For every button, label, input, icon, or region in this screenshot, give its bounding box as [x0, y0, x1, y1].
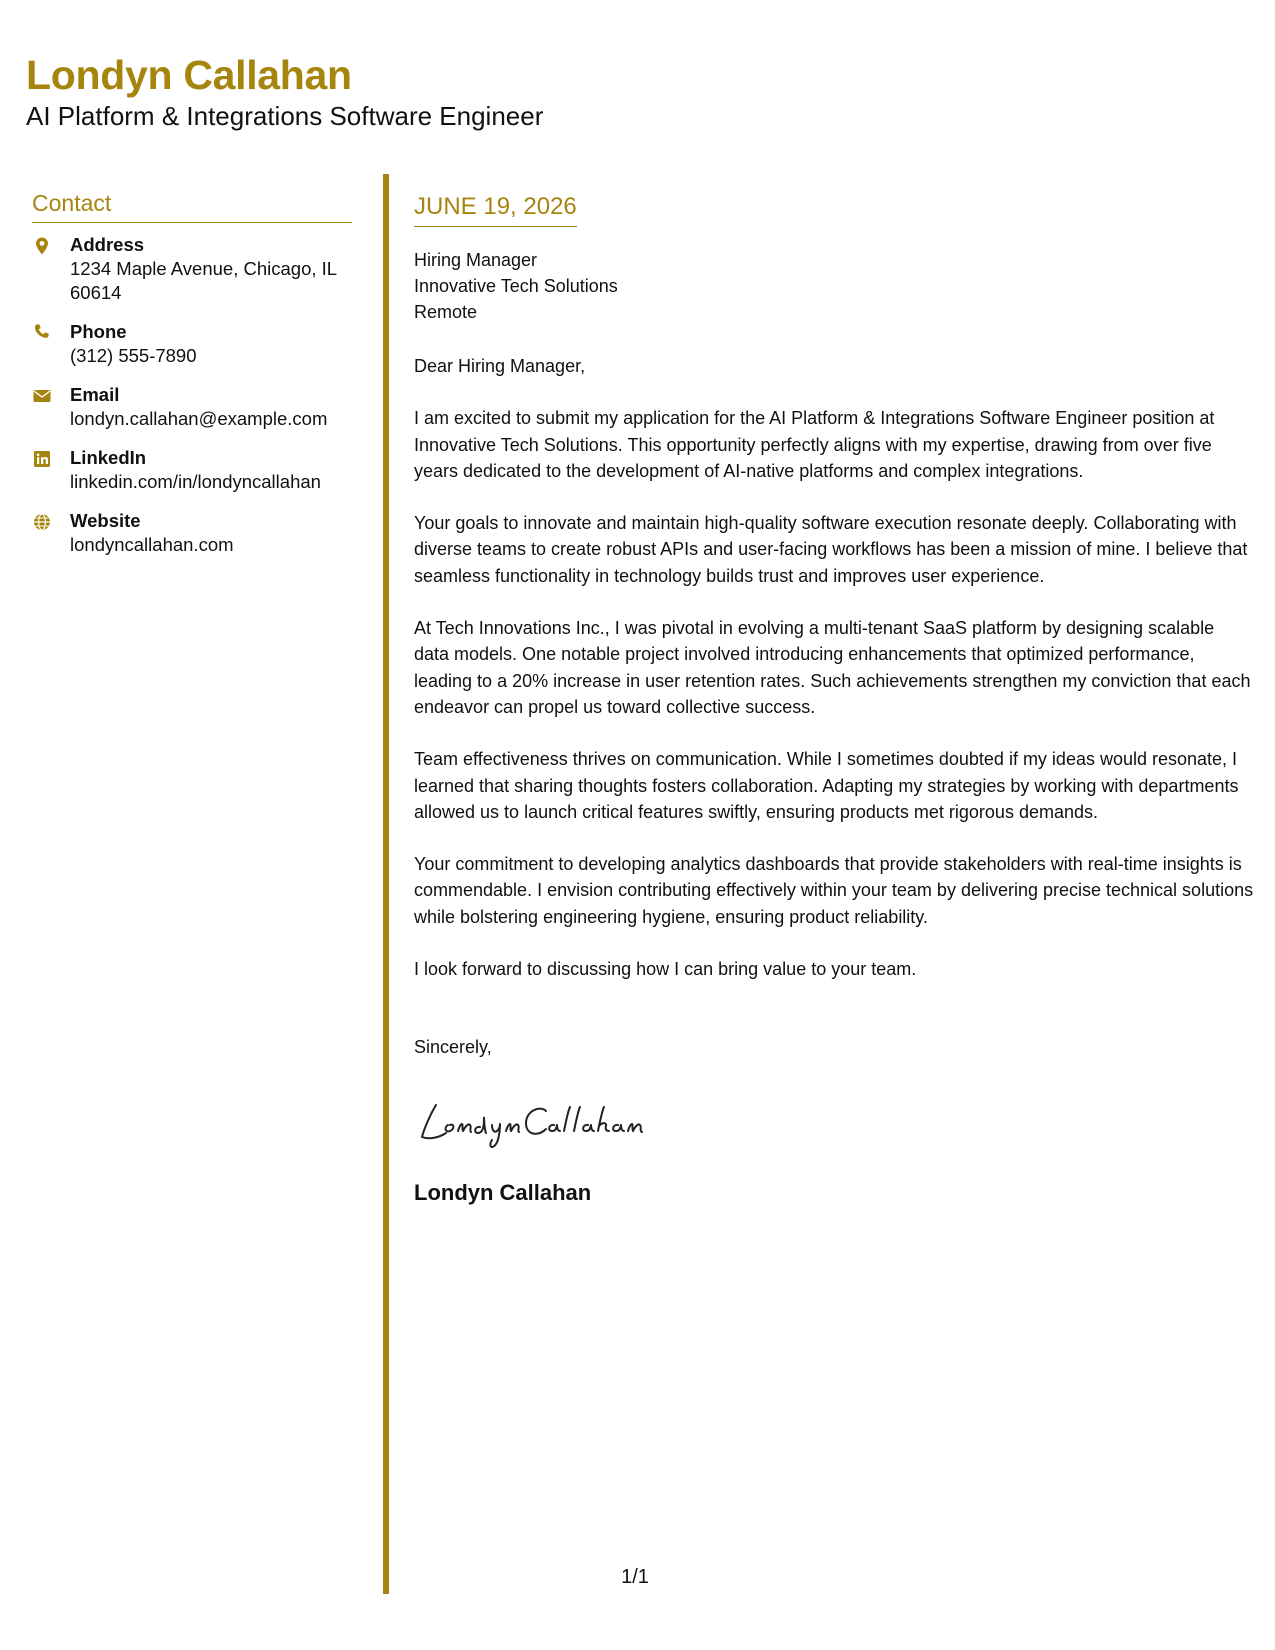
- contact-label: Website: [70, 510, 141, 531]
- paragraph: Your commitment to developing analytics dashboards that provide stakeholders with real-time insights is commendable. I envision contributing effectively within your team by delivering precise technical solutions while bolstering engineering hygiene, ensuring product reliability.: [414, 854, 1254, 927]
- address-value: 1234 Maple Avenue, Chicago, IL 60614: [70, 258, 337, 303]
- salutation: Dear Hiring Manager,: [414, 356, 586, 376]
- contact-list: [32, 233, 352, 557]
- applicant-title: AI Platform & Integrations Software Engineer: [26, 101, 544, 131]
- letter-header: [26, 50, 543, 132]
- recipient-line: Innovative Tech Solutions: [414, 276, 618, 296]
- contact-item-phone: [32, 320, 352, 368]
- letter-date: JUNE 19, 2026: [414, 192, 577, 227]
- page-number: 1/1: [621, 1566, 649, 1588]
- closing: Sincerely,: [414, 1037, 492, 1058]
- paragraph: Your goals to innovate and maintain high-quality software execution resonate deeply. Collaborating with diverse teams to create robust APIs and user-facing workflows has been a mission of mine. I believe that seamless functionality in technology builds trust and improves user experience.: [414, 513, 1248, 586]
- envelope-icon: [32, 386, 52, 406]
- recipient-block: [414, 247, 1254, 325]
- paragraph: Team effectiveness thrives on communication. While I sometimes doubted if my ideas would resonate, I learned that sharing thoughts fosters collaboration. Adapting my strategies by working with departments allowed us to launch critical features swiftly, ensuring products met rigorous demands.: [414, 749, 1239, 822]
- paragraph: At Tech Innovations Inc., I was pivotal in evolving a multi-tenant SaaS platform by designing scalable data models. One notable project involved introducing enhancements that optimized performance, leading to a 20% increase in user retention rates. Such achievements strengthen my conviction that each endeavor can propel us toward collective success.: [414, 618, 1251, 717]
- recipient-line: Hiring Manager: [414, 250, 538, 270]
- paragraph: I am excited to submit my application for the AI Platform & Integrations Software Engineer position at Innovative Tech Solutions. This opportunity perfectly aligns with my expertise, drawing from over five years dedicated to the development of AI-native platforms and complex integrations.: [414, 408, 1215, 481]
- phone-icon: [32, 323, 52, 343]
- applicant-name: Londyn Callahan: [26, 52, 352, 98]
- contact-label: Address: [70, 234, 145, 255]
- website-value[interactable]: londyncallahan.com: [70, 534, 234, 555]
- linkedin-value[interactable]: linkedin.com/in/londyncallahan: [70, 471, 321, 492]
- map-pin-icon: [32, 236, 52, 256]
- paragraph: I look forward to discussing how I can bring value to your team.: [414, 959, 917, 980]
- contact-item-linkedin: [32, 446, 352, 494]
- letter-body: [414, 192, 1254, 1206]
- contact-item-address: [32, 233, 352, 305]
- signature-image: [414, 1091, 674, 1151]
- contact-label: Phone: [70, 321, 127, 342]
- recipient-line: Remote: [414, 302, 478, 322]
- contact-label: LinkedIn: [70, 447, 147, 468]
- contact-item-website: [32, 509, 352, 557]
- contact-label: Email: [70, 384, 120, 405]
- email-value: londyn.callahan@example.com: [70, 408, 328, 429]
- contact-sidebar: [32, 188, 352, 572]
- globe-icon: [32, 512, 52, 532]
- phone-value: (312) 555-7890: [70, 345, 197, 366]
- linkedin-icon: [32, 449, 52, 469]
- contact-heading: Contact: [32, 188, 352, 223]
- vertical-divider: [383, 174, 389, 1594]
- signer-name: Londyn Callahan: [414, 1179, 592, 1205]
- contact-item-email: [32, 383, 352, 431]
